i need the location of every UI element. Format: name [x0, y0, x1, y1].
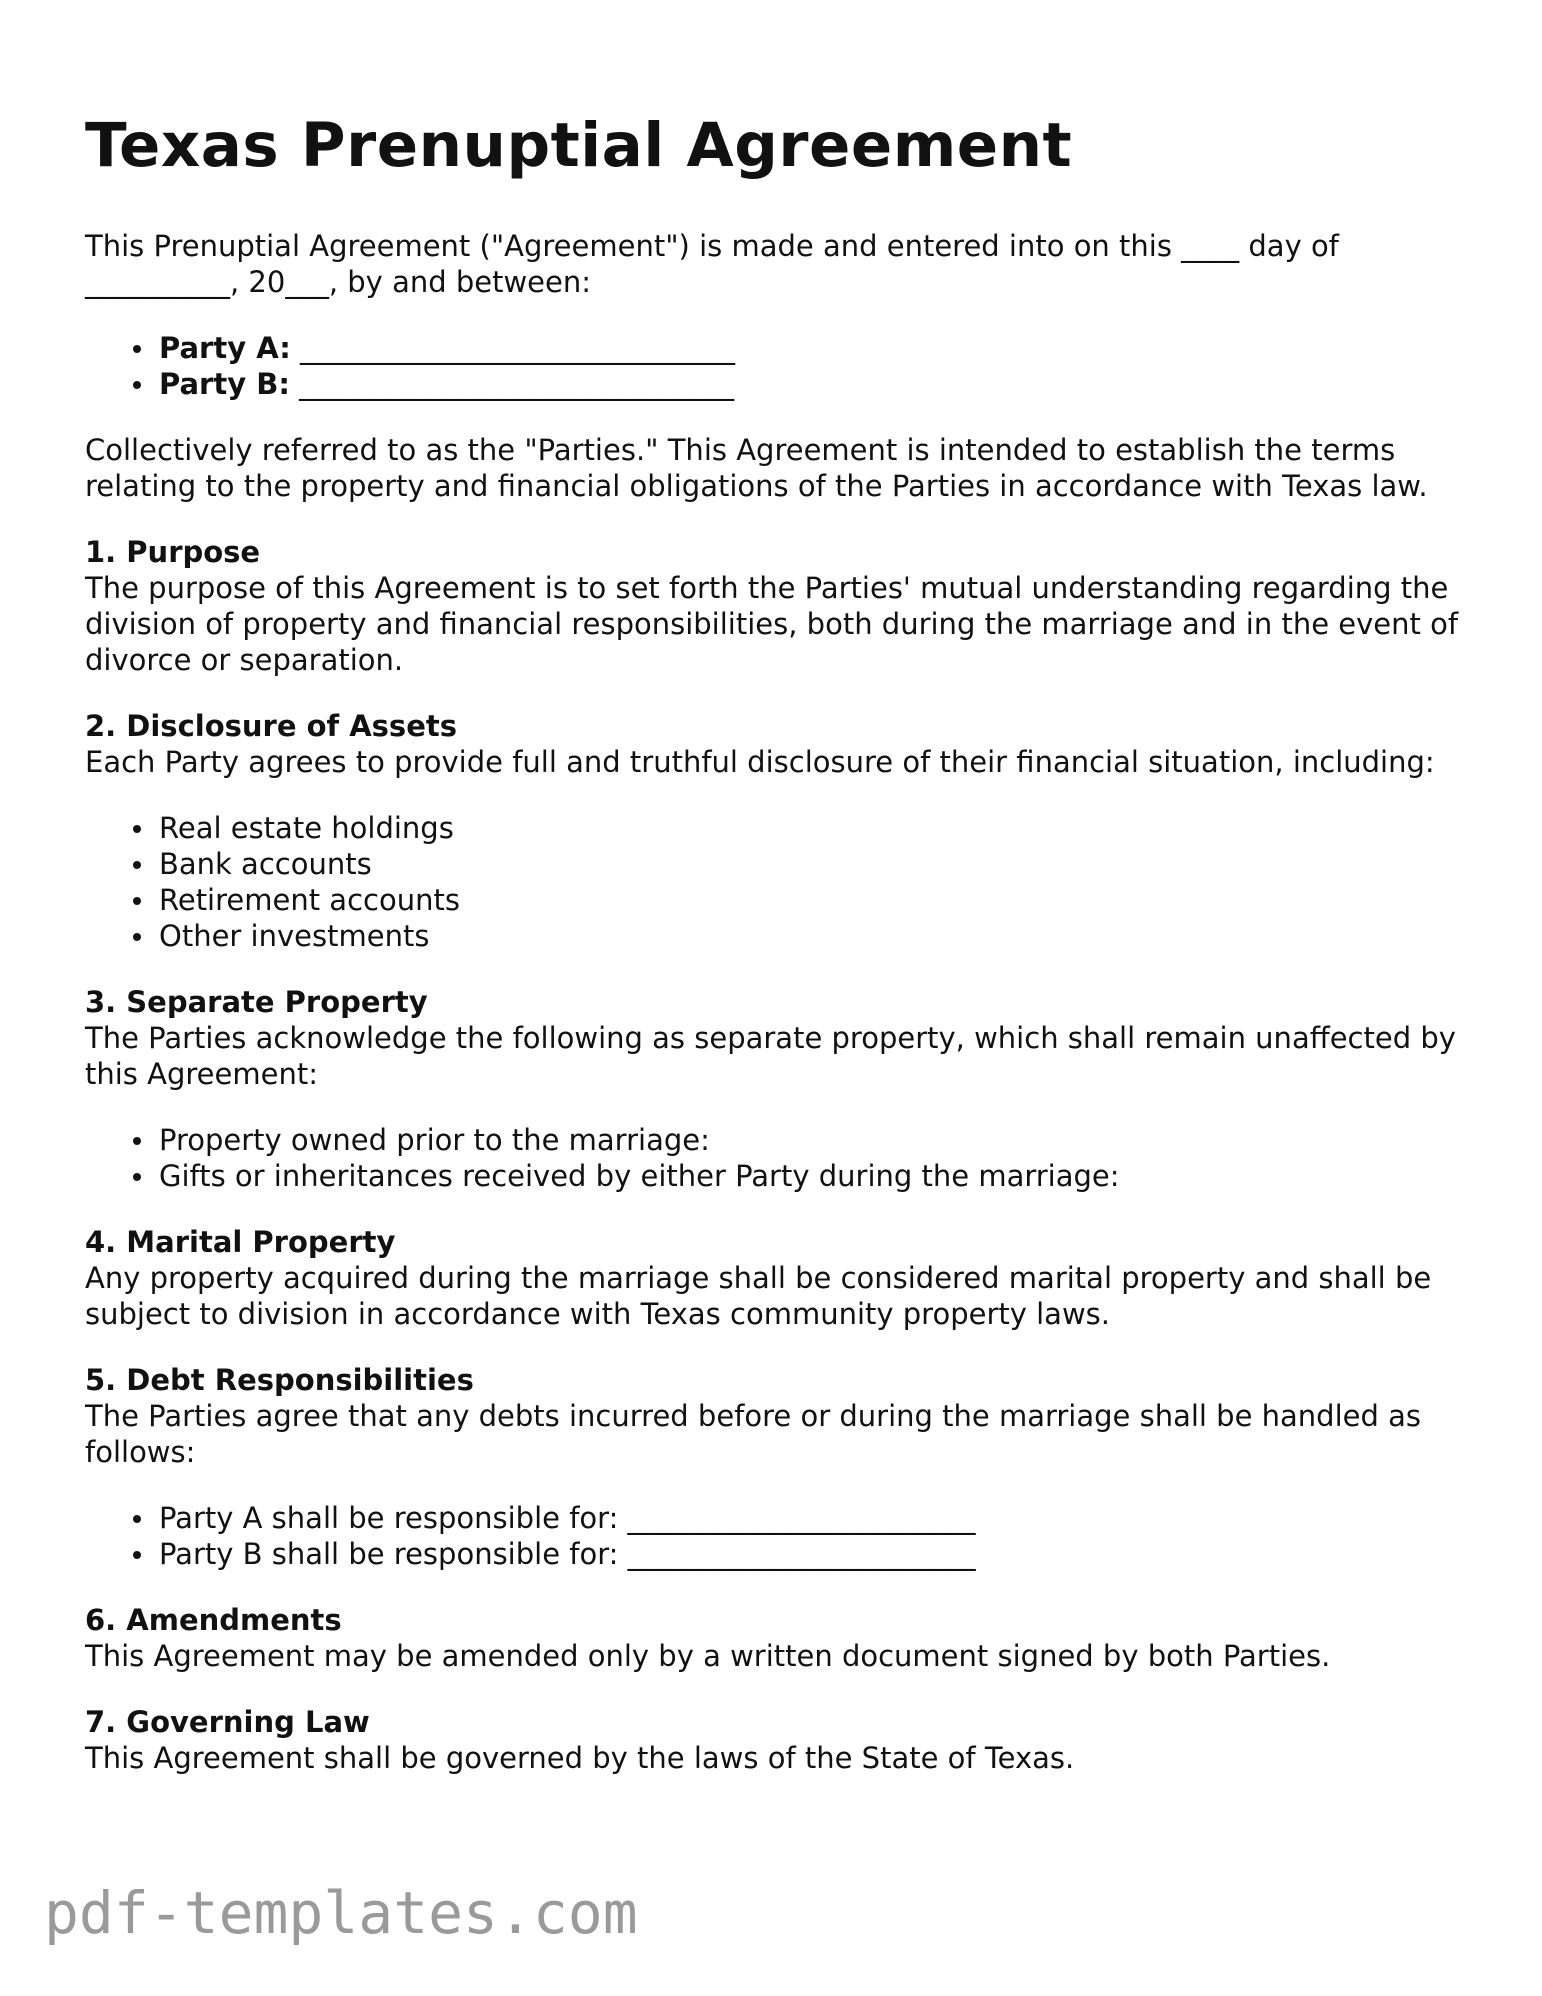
section-separate-property	[85, 984, 1465, 1092]
intro-paragraph: This Prenuptial Agreement ("Agreement") is made and entered into on this ____ day of __________, 20___, by and between:	[85, 229, 1339, 299]
section-body: This Agreement may be amended only by a written document signed by both Parties.	[85, 1639, 1331, 1673]
section-disclosure	[85, 708, 1465, 780]
list-item: Party B shall be responsible for: ________________________	[159, 1536, 1465, 1572]
section-amendments	[85, 1602, 1465, 1674]
section-governing-law	[85, 1704, 1465, 1776]
section-title: 6. Amendments	[85, 1603, 342, 1637]
list-item: Gifts or inheritances received by either Party during the marriage:	[159, 1158, 1465, 1194]
section-debt	[85, 1362, 1465, 1470]
debt-list	[85, 1500, 1465, 1572]
party-b-blank: ______________________________	[299, 367, 735, 401]
parties-list	[85, 330, 1465, 402]
section-purpose	[85, 534, 1465, 678]
document-page	[85, 108, 1465, 1806]
assets-list	[85, 810, 1465, 954]
section-title: 3. Separate Property	[85, 985, 428, 1019]
section-title: 7. Governing Law	[85, 1705, 370, 1739]
section-title: 2. Disclosure of Assets	[85, 709, 457, 743]
list-item: Party A shall be responsible for: ________________________	[159, 1500, 1465, 1536]
collective-paragraph: Collectively referred to as the "Parties." This Agreement is intended to establish the terms relating to the property and financial obligations of the Parties in accordance with Texas law.	[85, 433, 1428, 503]
party-b-label: Party B:	[159, 367, 290, 401]
section-body: Any property acquired during the marriage shall be considered marital property and shall be subject to division in accordance with Texas community property laws.	[85, 1261, 1432, 1331]
list-item: Retirement accounts	[159, 882, 1465, 918]
section-body: The Parties acknowledge the following as separate property, which shall remain unaffected by this Agreement:	[85, 1021, 1456, 1091]
section-title: 5. Debt Responsibilities	[85, 1363, 474, 1397]
list-item: Real estate holdings	[159, 810, 1465, 846]
party-a-item	[159, 330, 1465, 366]
section-body: Each Party agrees to provide full and truthful disclosure of their financial situation, including:	[85, 745, 1435, 779]
watermark: pdf-templates.com	[44, 1879, 638, 1947]
list-item: Property owned prior to the marriage:	[159, 1122, 1465, 1158]
party-a-label: Party A:	[159, 331, 291, 365]
section-body: This Agreement shall be governed by the laws of the State of Texas.	[85, 1741, 1075, 1775]
party-b-item	[159, 366, 1465, 402]
separate-property-list	[85, 1122, 1465, 1194]
party-a-blank: ______________________________	[300, 331, 736, 365]
list-item: Other investments	[159, 918, 1465, 954]
section-marital-property	[85, 1224, 1465, 1332]
section-body: The Parties agree that any debts incurred before or during the marriage shall be handled as follows:	[85, 1399, 1421, 1469]
section-title: 1. Purpose	[85, 535, 261, 569]
section-body: The purpose of this Agreement is to set forth the Parties' mutual understanding regarding the division of property and financial responsibilities, both during the marriage and in the event of divorce or separation.	[85, 571, 1459, 677]
list-item: Bank accounts	[159, 846, 1465, 882]
section-title: 4. Marital Property	[85, 1225, 396, 1259]
document-title: Texas Prenuptial Agreement	[85, 110, 1073, 181]
